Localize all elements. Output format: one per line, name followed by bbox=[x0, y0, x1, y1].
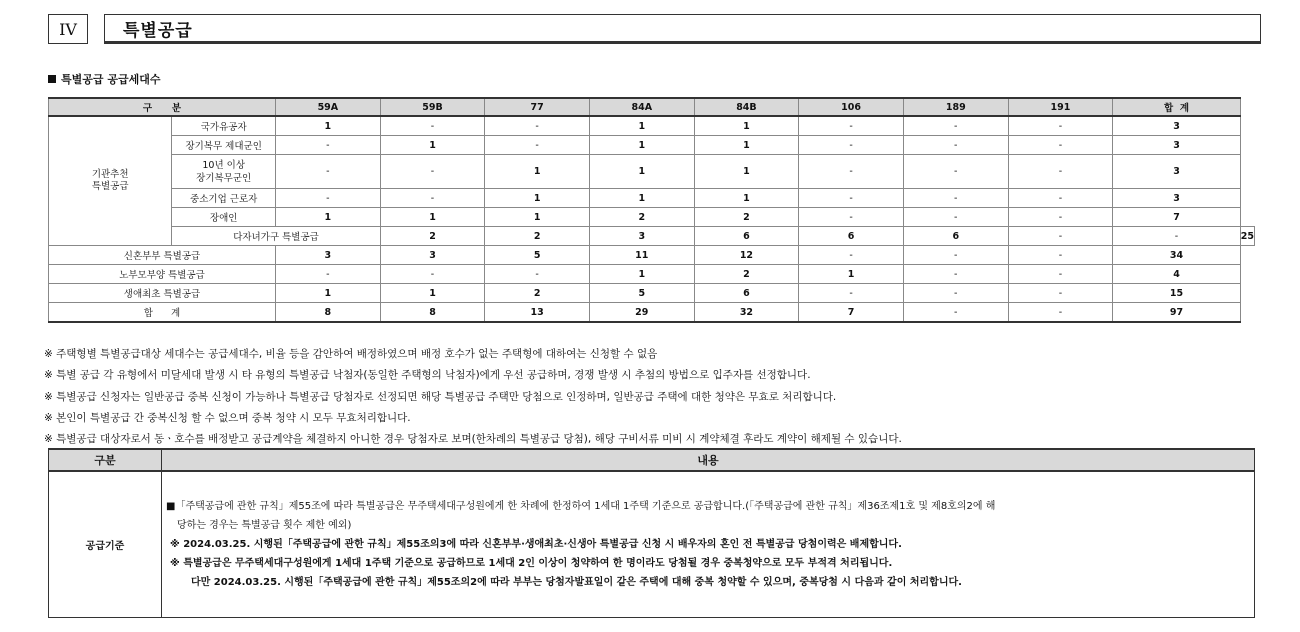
criteria-line: ■「주택공급에 관한 규칙」제55조에 따라 특별공급은 무주택세대구성원에게 한 차례에 한정하여 1세대 1주택 기준으로 공급합니다.(「주택공급에 관한 규칙」제36조제1호 및 제8호의2에 해 bbox=[166, 501, 996, 512]
sum-label: 합 계 bbox=[49, 303, 276, 323]
cell: 6 bbox=[694, 284, 799, 303]
criteria-line: ※ 특별공급은 무주택세대구성원에게 1세대 1주택 기준으로 공급하므로 1세대 2인 이상이 청약하여 한 명이라도 당첨될 경우 중복청약으로 모두 부적격 처리됩니다. bbox=[170, 558, 893, 569]
cell: - bbox=[799, 155, 904, 189]
cell: 3 bbox=[589, 227, 694, 246]
cell: 1 bbox=[485, 189, 590, 208]
row-total: 7 bbox=[1113, 208, 1240, 227]
cell: 3 bbox=[380, 246, 485, 265]
cell: 13 bbox=[485, 303, 590, 323]
cell: - bbox=[1008, 136, 1113, 155]
cell: - bbox=[1113, 227, 1240, 246]
table-row bbox=[49, 284, 1255, 303]
cell: - bbox=[485, 116, 590, 136]
cell: - bbox=[799, 246, 904, 265]
cell: - bbox=[1008, 265, 1113, 284]
note-item: ※ 주택형별 특별공급대상 세대수는 공급세대수, 비율 등을 감안하여 배정하였으며 배정 호수가 없는 주택형에 대하여는 신청할 수 없음 bbox=[44, 348, 658, 360]
criteria-header-content: 내용 bbox=[162, 449, 1255, 471]
header-type: 59B bbox=[380, 98, 485, 116]
cell: 1 bbox=[799, 265, 904, 284]
note-item: ※ 특별공급 신청자는 일반공급 중복 신청이 가능하나 특별공급 당첨자로 선정되면 해당 특별공급 주택만 당첨으로 인정하며, 일반공급 주택에 대한 청약은 무효로 처리합니다. bbox=[44, 390, 837, 403]
cell: 1 bbox=[694, 116, 799, 136]
cell: - bbox=[903, 208, 1008, 227]
header-total: 합 계 bbox=[1113, 98, 1240, 116]
header-type: 106 bbox=[799, 98, 904, 116]
cell: - bbox=[276, 189, 381, 208]
row-total: 3 bbox=[1113, 116, 1240, 136]
row-label: 중소기업 근로자 bbox=[172, 189, 276, 208]
cell: - bbox=[380, 265, 485, 284]
cell: 7 bbox=[799, 303, 904, 323]
criteria-content bbox=[162, 471, 1255, 618]
cell: 1 bbox=[276, 208, 381, 227]
cell: 5 bbox=[485, 246, 590, 265]
header-type: 59A bbox=[276, 98, 381, 116]
cell: - bbox=[1008, 284, 1113, 303]
row-label: 노부모부양 특별공급 bbox=[49, 265, 276, 284]
criteria-row bbox=[49, 471, 1255, 618]
row-total: 4 bbox=[1113, 265, 1240, 284]
criteria-header-row bbox=[49, 449, 1255, 471]
row-label: 다자녀가구 특별공급 bbox=[172, 227, 380, 246]
cell: 1 bbox=[276, 284, 381, 303]
table-row bbox=[49, 116, 1255, 136]
cell: - bbox=[1008, 303, 1113, 323]
cell: 6 bbox=[799, 227, 904, 246]
cell: 1 bbox=[694, 189, 799, 208]
row-label: 신혼부부 특별공급 bbox=[49, 246, 276, 265]
cell: 1 bbox=[589, 136, 694, 155]
cell: - bbox=[903, 284, 1008, 303]
cell: - bbox=[903, 136, 1008, 155]
cell: 3 bbox=[276, 246, 381, 265]
cell: 1 bbox=[589, 189, 694, 208]
cell: 1 bbox=[589, 265, 694, 284]
cell: 1 bbox=[694, 155, 799, 189]
criteria-line: 다만 2024.03.25. 시행된「주택공급에 관한 규칙」제55조의2에 따라 부부는 당첨자발표일이 같은 주택에 대해 중복 청약할 수 있으며, 중복당첨 시 다음과 같이 처리합니다. bbox=[191, 577, 962, 588]
cell: 1 bbox=[694, 136, 799, 155]
cell: - bbox=[1008, 189, 1113, 208]
cell: 29 bbox=[589, 303, 694, 323]
cell: - bbox=[799, 189, 904, 208]
criteria-line: ※ 2024.03.25. 시행된「주택공급에 관한 규칙」제55조의3에 따라 신혼부부·생애최초·신생아 특별공급 신청 시 배우자의 혼인 전 특별공급 당첨이력은 배제합니다. bbox=[170, 539, 902, 550]
cell: 2 bbox=[380, 227, 485, 246]
cell: 6 bbox=[903, 227, 1008, 246]
table-subheading: 특별공급 공급세대수 bbox=[48, 71, 160, 87]
table-row bbox=[49, 189, 1255, 208]
row-total: 15 bbox=[1113, 284, 1240, 303]
cell: 1 bbox=[589, 116, 694, 136]
header-type: 84A bbox=[589, 98, 694, 116]
table-row bbox=[49, 136, 1255, 155]
note-item: ※ 본인이 특별공급 간 중복신청 할 수 없으며 중복 청약 시 모두 무효처리합니다. bbox=[44, 411, 411, 424]
cell: 1 bbox=[380, 208, 485, 227]
header-type: 189 bbox=[903, 98, 1008, 116]
header-group: 구 분 bbox=[49, 98, 276, 116]
square-bullet-icon bbox=[48, 75, 56, 83]
table-row bbox=[49, 208, 1255, 227]
criteria-row-label: 공급기준 bbox=[49, 471, 162, 618]
row-label: 장애인 bbox=[172, 208, 276, 227]
agency-group-label: 기관추천 특별공급 bbox=[49, 116, 172, 246]
table-sum-row bbox=[49, 303, 1255, 323]
cell: - bbox=[380, 189, 485, 208]
cell: - bbox=[1008, 246, 1113, 265]
header-type: 77 bbox=[485, 98, 590, 116]
row-total: 3 bbox=[1113, 189, 1240, 208]
cell: 6 bbox=[694, 227, 799, 246]
cell: 5 bbox=[589, 284, 694, 303]
cell: - bbox=[903, 155, 1008, 189]
row-total: 25 bbox=[1240, 227, 1254, 246]
note-item: ※ 특별공급 대상자로서 동ㆍ호수를 배정받고 공급계약을 체결하지 아니한 경우 당첨자로 보며(한차례의 특별공급 당첨), 해당 구비서류 미비 시 계약체결 후라도 계약이 해제될 수 있습니다. bbox=[44, 433, 902, 446]
cell: - bbox=[1008, 208, 1113, 227]
cell: - bbox=[485, 265, 590, 284]
cell: 12 bbox=[694, 246, 799, 265]
row-total: 3 bbox=[1113, 136, 1240, 155]
notes-list bbox=[44, 344, 902, 450]
cell: 32 bbox=[694, 303, 799, 323]
cell: 8 bbox=[276, 303, 381, 323]
cell: 2 bbox=[485, 284, 590, 303]
header-type: 191 bbox=[1008, 98, 1113, 116]
cell: - bbox=[903, 303, 1008, 323]
cell: - bbox=[276, 136, 381, 155]
cell: - bbox=[485, 136, 590, 155]
cell: - bbox=[799, 116, 904, 136]
table-header-row bbox=[49, 98, 1255, 116]
row-label: 국가유공자 bbox=[172, 116, 276, 136]
cell: 2 bbox=[694, 265, 799, 284]
cell: - bbox=[276, 265, 381, 284]
row-total: 34 bbox=[1113, 246, 1240, 265]
table-row bbox=[49, 265, 1255, 284]
cell: 1 bbox=[380, 284, 485, 303]
cell: 2 bbox=[694, 208, 799, 227]
cell: 1 bbox=[380, 136, 485, 155]
cell: 1 bbox=[276, 116, 381, 136]
cell: 1 bbox=[485, 208, 590, 227]
header-type: 84B bbox=[694, 98, 799, 116]
cell: - bbox=[1008, 155, 1113, 189]
section-header bbox=[48, 14, 1261, 44]
note-item: ※ 특별 공급 각 유형에서 미달세대 발생 시 타 유형의 특별공급 낙첨자(동일한 주택형의 낙첨자)에게 우선 공급하며, 경쟁 발생 시 추첨의 방법으로 입주자를 선정합니다. bbox=[44, 369, 811, 382]
cell: - bbox=[1008, 227, 1113, 246]
cell: - bbox=[903, 116, 1008, 136]
section-title: 특별공급 bbox=[104, 14, 1261, 44]
table-row bbox=[49, 155, 1255, 189]
cell: - bbox=[799, 208, 904, 227]
row-label: 10년 이상 장기복무군인 bbox=[172, 155, 276, 189]
row-total: 3 bbox=[1113, 155, 1240, 189]
row-total: 97 bbox=[1113, 303, 1240, 323]
cell: - bbox=[380, 116, 485, 136]
cell: 2 bbox=[485, 227, 590, 246]
cell: 2 bbox=[589, 208, 694, 227]
section-number: IV bbox=[48, 14, 88, 44]
cell: - bbox=[903, 246, 1008, 265]
table-row bbox=[49, 246, 1255, 265]
row-label: 장기복무 제대군인 bbox=[172, 136, 276, 155]
table-row bbox=[49, 227, 1255, 246]
cell: 1 bbox=[485, 155, 590, 189]
criteria-header-label: 구분 bbox=[49, 449, 162, 471]
cell: 11 bbox=[589, 246, 694, 265]
criteria-table bbox=[48, 448, 1255, 618]
cell: - bbox=[380, 155, 485, 189]
cell: - bbox=[276, 155, 381, 189]
cell: - bbox=[799, 136, 904, 155]
cell: - bbox=[799, 284, 904, 303]
cell: - bbox=[903, 189, 1008, 208]
supply-count-table bbox=[48, 97, 1255, 323]
row-label: 생애최초 특별공급 bbox=[49, 284, 276, 303]
cell: 1 bbox=[589, 155, 694, 189]
cell: - bbox=[1008, 116, 1113, 136]
criteria-line: 당하는 경우는 특별공급 횟수 제한 예외) bbox=[177, 520, 352, 531]
cell: 8 bbox=[380, 303, 485, 323]
cell: - bbox=[903, 265, 1008, 284]
